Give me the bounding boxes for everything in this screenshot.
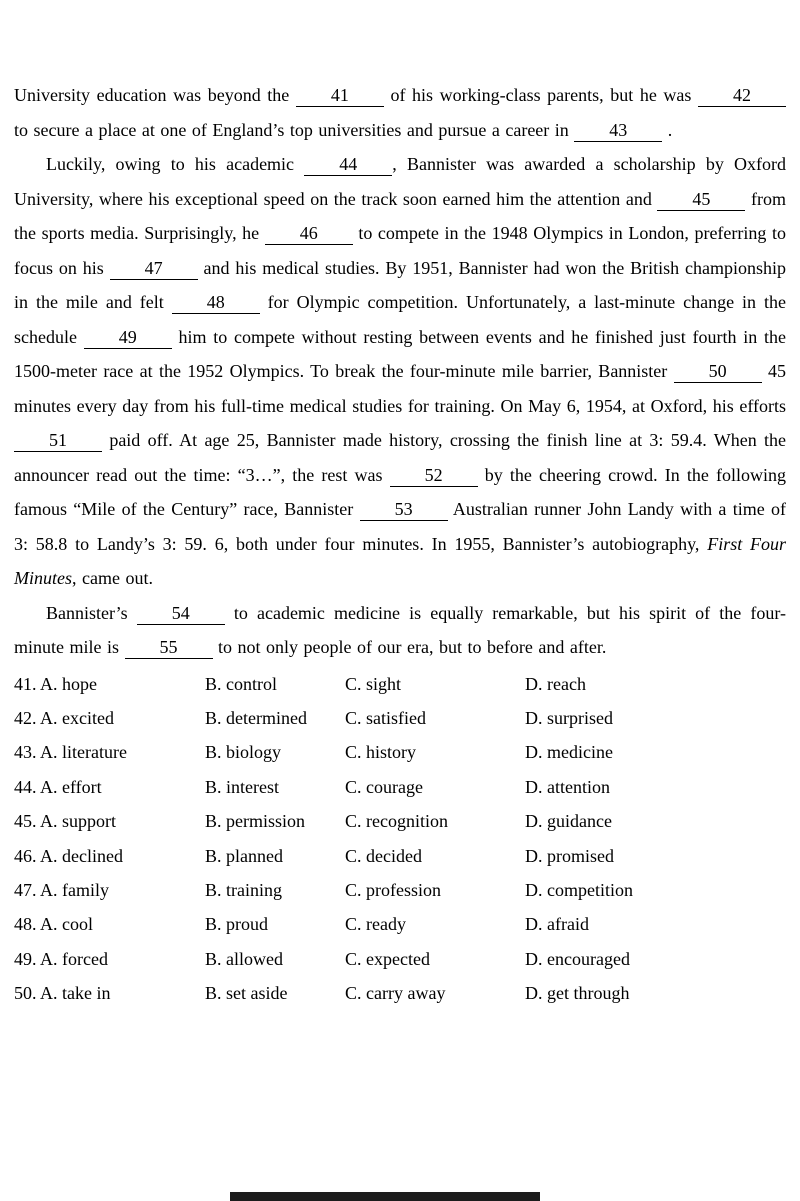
- option-row-number-and-choice-a: 42. A. excited: [14, 707, 114, 728]
- blank-42: 42: [698, 84, 786, 107]
- blank-52: 52: [390, 464, 478, 487]
- blank-51: 51: [14, 429, 102, 452]
- blank-54: 54: [137, 602, 225, 625]
- blank-50: 50: [674, 360, 762, 383]
- passage-text: , came out.: [72, 568, 153, 588]
- blank-47: 47: [110, 257, 198, 280]
- passage-text: Australian runner John Landy with a time of 3: 58.8 to Landy’s 3: 59. 6, both under four minutes. In 1955, Bannister’s autobiography,: [14, 499, 786, 554]
- option-choice: C. expected: [345, 948, 430, 969]
- option-choice: B. proud: [205, 914, 268, 935]
- passage-text: to not only people of our era, but to before and after.: [212, 637, 607, 657]
- option-choice: D. surprised: [525, 707, 613, 728]
- option-row-number-and-choice-a: 45. A. support: [14, 811, 117, 832]
- passage-text: Bannister’s: [46, 602, 137, 623]
- blank-55: 55: [125, 636, 213, 659]
- option-choice: B. control: [205, 673, 277, 694]
- options-table: [14, 667, 786, 1011]
- option-choice: D. get through: [525, 983, 630, 1004]
- option-choice: D. medicine: [525, 742, 613, 763]
- option-choice: C. carry away: [345, 983, 446, 1004]
- cloze-passage: [14, 78, 786, 665]
- option-choice: C. history: [345, 742, 417, 763]
- option-choice: B. set aside: [205, 983, 288, 1004]
- option-row-number-and-choice-a: 47. A. family: [14, 879, 109, 900]
- option-row-number-and-choice-a: 50. A. take in: [14, 983, 111, 1004]
- option-choice: C. sight: [345, 673, 402, 694]
- option-choice: B. allowed: [205, 948, 283, 969]
- option-choice: D. attention: [525, 776, 610, 797]
- blank-41: 41: [296, 84, 384, 107]
- option-row-number-and-choice-a: 44. A. effort: [14, 776, 102, 797]
- option-choice: C. courage: [345, 776, 423, 797]
- blank-46: 46: [265, 222, 353, 245]
- option-choice: D. encouraged: [525, 948, 630, 969]
- passage-text: and his medical studies. By 1951, Bannister had won the British championship in the mile and felt: [14, 257, 786, 312]
- passage-text: University education was beyond the: [14, 85, 296, 105]
- passage-text-italic: First Four Minutes: [14, 533, 786, 588]
- option-choice: D. promised: [525, 845, 614, 866]
- passage-text: of his working-class parents, but he was: [383, 85, 698, 105]
- option-choice: B. determined: [205, 707, 307, 728]
- passage-text: for Olympic competition. Unfortunately, a last-minute change in the schedule: [14, 292, 786, 347]
- option-choice: C. recognition: [345, 811, 448, 832]
- passage-text: to secure a place at one of England’s top universities and pursue a career in: [14, 119, 575, 140]
- option-row-number-and-choice-a: 46. A. declined: [14, 845, 123, 866]
- passage-paragraph: [14, 78, 786, 147]
- blank-45: 45: [657, 188, 745, 211]
- option-choice: D. afraid: [525, 914, 589, 935]
- option-row-number-and-choice-a: 43. A. literature: [14, 742, 127, 763]
- blank-49: 49: [84, 326, 172, 349]
- option-choice: D. reach: [525, 673, 586, 694]
- option-choice: C. satisfied: [345, 707, 426, 728]
- blank-48: 48: [172, 291, 260, 314]
- option-row-number-and-choice-a: 48. A. cool: [14, 914, 93, 935]
- blank-44: 44: [304, 153, 392, 176]
- option-choice: B. permission: [205, 811, 306, 832]
- blank-43: 43: [574, 119, 662, 142]
- passage-text: to academic medicine is equally remarkable, but his spirit of the four-minute mile is: [14, 602, 786, 657]
- option-choice: C. ready: [345, 914, 406, 935]
- option-choice: D. guidance: [525, 811, 612, 832]
- passage-text: from the sports media. Surprisingly, he: [14, 188, 786, 243]
- passage-text: 45 minutes every day from his full-time medical studies for training. On May 6, 1954, at Oxford, his efforts: [14, 361, 787, 416]
- passage-text: Luckily, owing to his academic: [46, 154, 305, 174]
- option-row-number-and-choice-a: 49. A. forced: [14, 948, 108, 969]
- next-page-edge: [230, 1192, 540, 1201]
- passage-text: paid off. At age 25, Bannister made history, crossing the finish line at 3: 59.4. When the announcer read out the time: “3…”, the rest was: [14, 430, 786, 485]
- option-choice: B. training: [205, 879, 282, 900]
- passage-text: by the cheering crowd. In the following famous “Mile of the Century” race, Bannister: [14, 464, 786, 519]
- option-choice: C. decided: [345, 845, 422, 866]
- passage-paragraph: [14, 147, 786, 596]
- option-choice: D. competition: [525, 879, 633, 900]
- option-choice: B. planned: [205, 845, 283, 866]
- option-choice: B. interest: [205, 776, 279, 797]
- passage-text: to compete in the 1948 Olympics in London, preferring to focus on his: [14, 223, 786, 278]
- option-choice: C. profession: [345, 879, 441, 900]
- passage-text: him to compete without resting between events and he finished just fourth in the 1500-meter race at the 1952 Olympics. To break the four-minute mile barrier, Bannister: [14, 326, 786, 381]
- option-choice: B. biology: [205, 742, 282, 763]
- blank-53: 53: [360, 498, 448, 521]
- passage-paragraph: [14, 596, 786, 665]
- passage-text: .: [662, 119, 673, 140]
- passage-text: , Bannister was awarded a scholarship by Oxford University, where his exceptional speed on the track soon earned him the attention and: [14, 154, 786, 209]
- option-row-number-and-choice-a: 41. A. hope: [14, 673, 97, 694]
